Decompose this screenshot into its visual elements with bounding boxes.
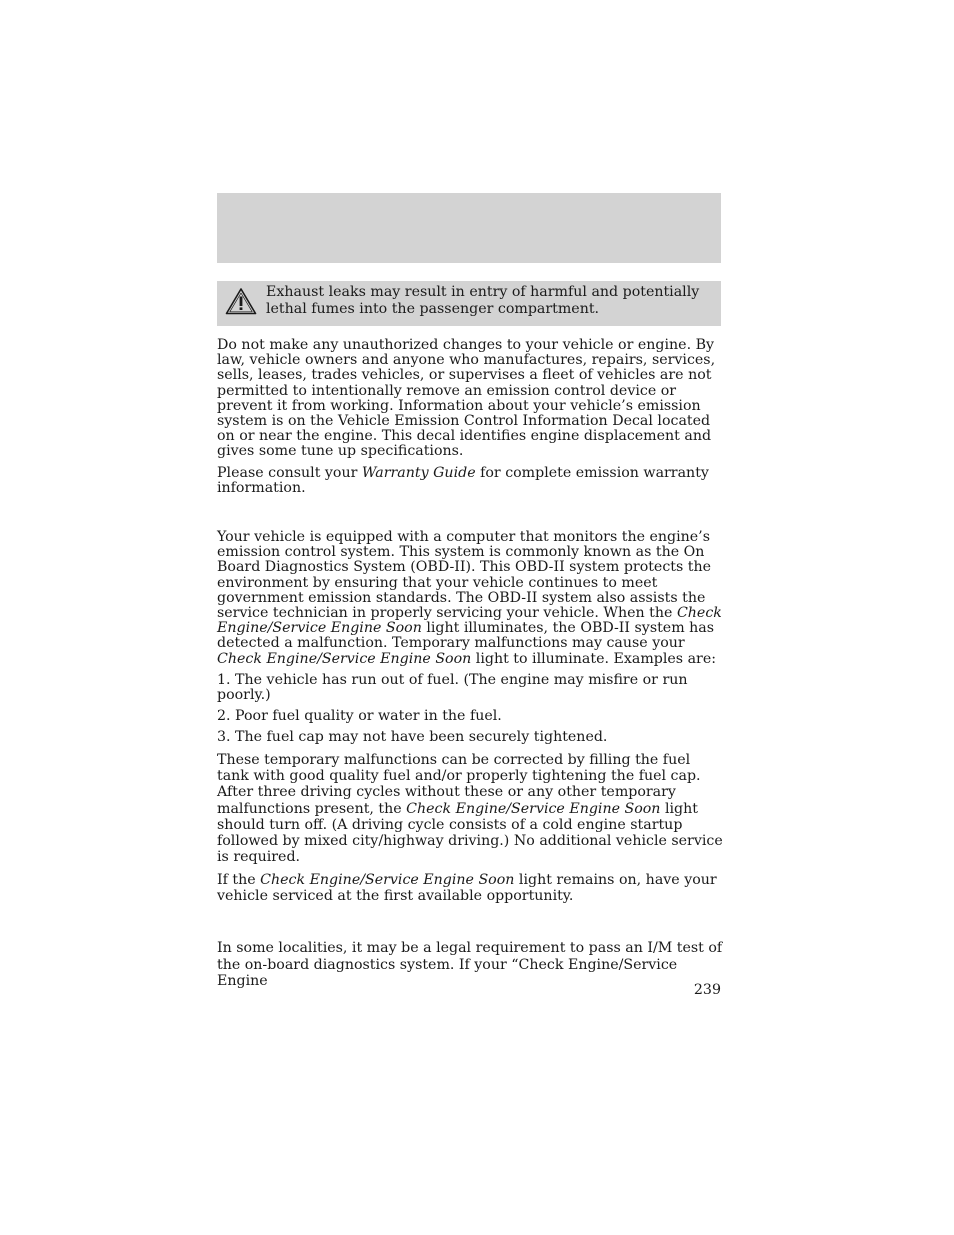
list-item: 3. The fuel cap may not have been securely tightened. (217, 729, 608, 746)
check-engine-term: Check Engine/Service Engine Soon (217, 650, 472, 667)
text-span: These temporary malfunctions can be corrected by filling the fuel tank with good quality fuel and/or properly tightening the fuel cap. After three driving cycles without these or any other temporary malfunctions present, the (217, 751, 701, 817)
warning-text: Exhaust leaks may result in entry of harmful and potentially lethal fumes into the passenger compartment. (266, 284, 700, 317)
text-span: If the (217, 871, 261, 888)
check-engine-term: Check Engine/Service Engine Soon (260, 871, 515, 888)
warning-triangle-icon (225, 287, 257, 315)
paragraph-im-test: In some localities, it may be a legal requirement to pass an I/M test of the on-board diagnostics system. If your “Check Engine/Service Engine (217, 940, 723, 989)
check-engine-term: Check Engine/Service Engine Soon (217, 605, 722, 637)
section-gap (217, 910, 723, 940)
text-span: Please consult your (217, 464, 362, 481)
section-gap (217, 502, 723, 530)
section-header-band (217, 193, 721, 263)
paragraph-unauthorized-changes: Do not make any unauthorized changes to your vehicle or engine. By law, vehicle owners and anyone who manufactures, repairs, services, sells, leases, trades vehicles, or supervises a fleet of vehicles are not permitted to intentionally remove an emission control device or prevent it from working. Information about your vehicle’s emission system is on the Vehicle Emission Control Information Decal located on or near the engine. This decal identifies engine displacement and gives some tune up specifications. (217, 337, 716, 460)
check-engine-term: Check Engine/Service Engine Soon (406, 800, 661, 817)
text-span: light should turn off. (A driving cycle consists of a cold engine startup followed by mixed city/highway driving.) No additional vehicle service is required. (217, 800, 723, 866)
list-item: 2. Poor fuel quality or water in the fuel. (217, 708, 502, 725)
text-span: light remains on, have your vehicle serviced at the first available opportunity. (217, 871, 717, 905)
document-body (217, 338, 723, 995)
text-span: light illuminates, the OBD-II system has detected a malfunction. Temporary malfunctions may cause your (217, 620, 715, 652)
text-span: light to illuminate. Examples are: (471, 650, 716, 667)
text-span: for complete emission warranty information. (217, 464, 709, 496)
warranty-guide-title: Warranty Guide (361, 464, 476, 481)
page-number: 239 (693, 982, 721, 998)
paragraph-warranty (217, 466, 723, 496)
warning-box (217, 281, 721, 326)
list-item: 1. The vehicle has run out of fuel. (The engine may misfire or run poorly.) (217, 671, 688, 704)
text-span: Your vehicle is equipped with a computer that monitors the engine’s emission control system. This system is commonly known as the On Board Diagnostics System (OBD-II). This OBD-II system protects the environment by ensuring that your vehicle continues to meet government emission standards. The OBD-II system also assists the service technician in properly servicing your vehicle. When the (217, 529, 711, 622)
paragraph-obd-ii (217, 530, 723, 667)
paragraph-temporary-malfunctions (217, 752, 723, 866)
paragraph-light-remains-on (217, 872, 723, 905)
